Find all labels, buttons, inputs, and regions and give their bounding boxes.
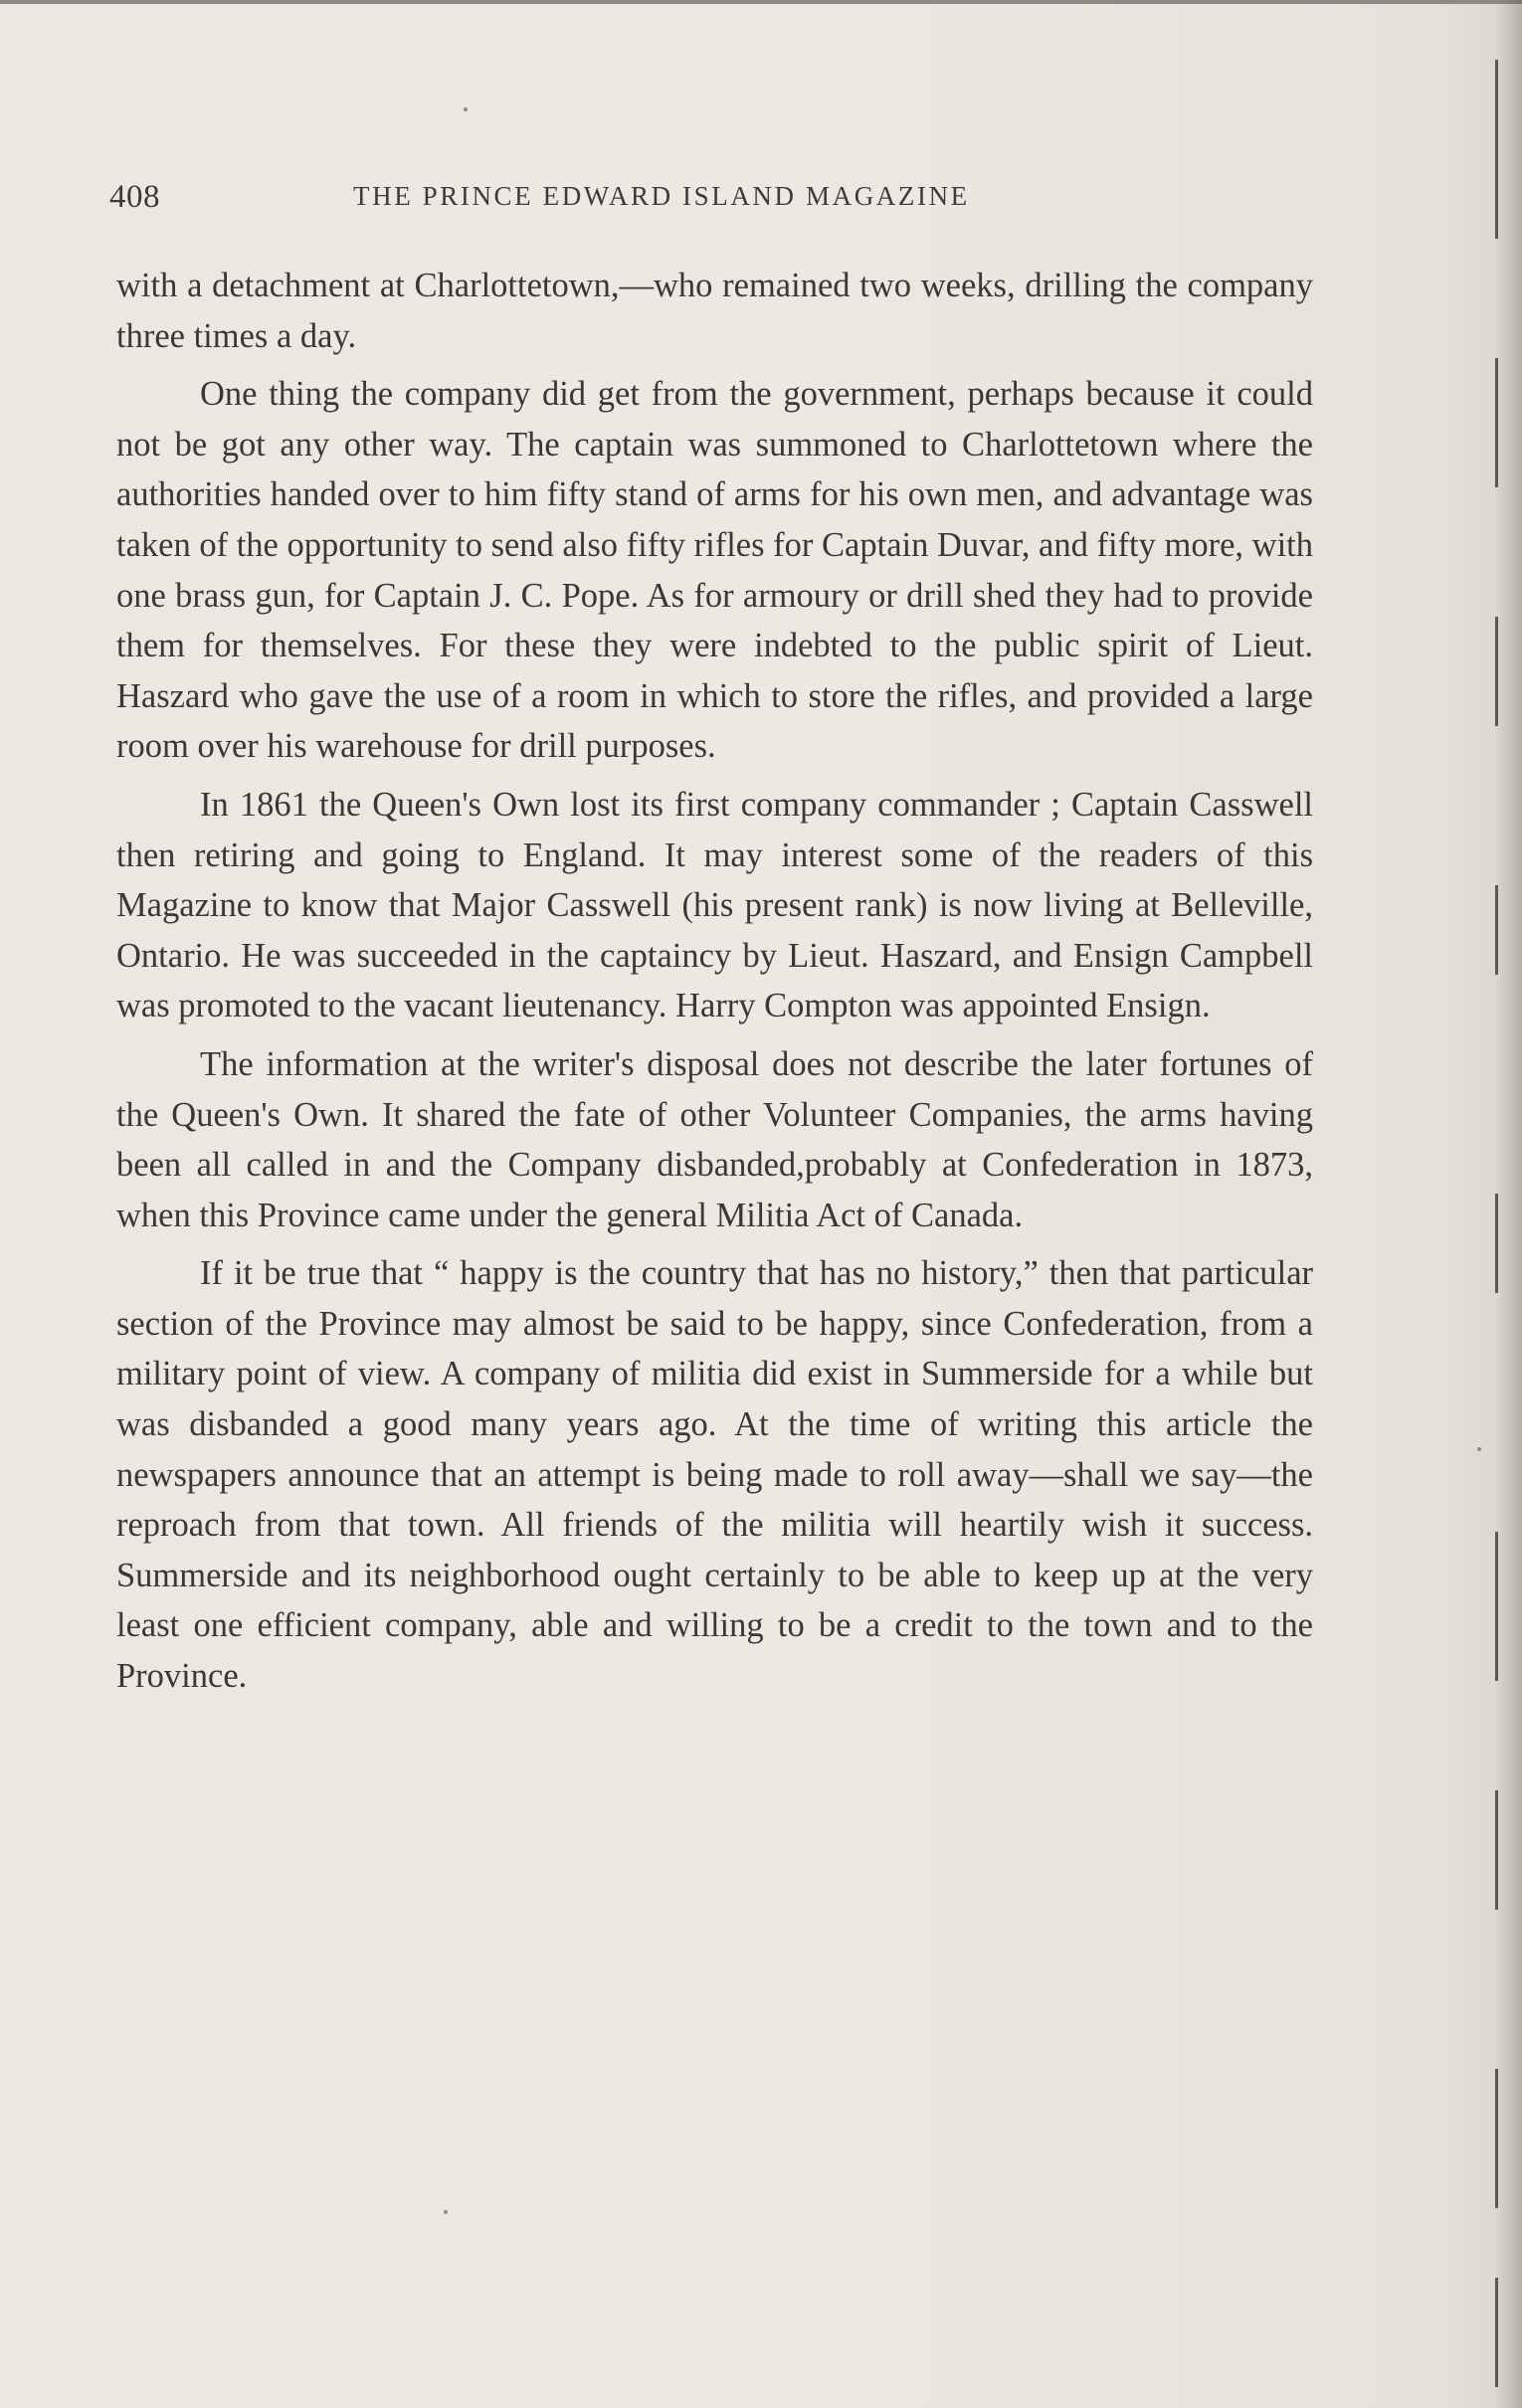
edge-mark: [1495, 617, 1498, 726]
edge-mark: [1495, 2278, 1498, 2387]
edge-mark: [1495, 1532, 1498, 1681]
paragraph-continuation: with a detachment at Charlottetown,—who remained two weeks, drilling the company three times a day.: [116, 267, 1313, 355]
paragraph-commander: In 1861 the Queen's Own lost its first company commander ; Captain Casswell then retiring and going to England. It may interest some of the readers of this Magazine to know that Major Casswell (his present rank) is now living at Belleville, Ontario. He was succeeded in the captaincy by Lieut. Haszard, and Ensign Campbell was promoted to the vacant lieutenancy. Harry Compton was appointed Ensign.: [116, 785, 1313, 1025]
page-number: 408: [109, 179, 160, 215]
edge-mark: [1495, 2069, 1498, 2208]
paper-speck: [464, 107, 468, 111]
edge-mark: [1495, 885, 1498, 975]
page-binding-edge: [1494, 0, 1522, 2408]
paragraph-summerside: If it be true that “ happy is the country that has no history,” then that particular section of the Province may almost be said to be happy, since Confederation, from a military point of view. A company of militia did exist in Summerside for a while but was disbanded a good many years ago. At the time of writing this article the newspapers announce that an attempt is being made to roll away—shall we say—the reproach from that town. All friends of the militia will heartily wish it success. Summerside and its neighborhood ought certainly to be able to keep up at the very least one efficient company, able and willing to be a credit to the town and to the Province.: [116, 1254, 1313, 1696]
edge-mark: [1495, 60, 1498, 239]
paper-speck: [1477, 1447, 1481, 1451]
edge-mark: [1495, 358, 1498, 487]
article-body: [116, 261, 1313, 1710]
paragraph-armoury: One thing the company did get from the government, perhaps because it could not be got any other way. The captain was summoned to Charlottetown where the authorities handed over to him fifty stand of arms for his own men, and advantage was taken of the opportunity to send also fifty rifles for Captain Duvar, and fifty more, with one brass gun, for Captain J. C. Pope. As for armoury or drill shed they had to provide them for themselves. For these they were indebted to the public spirit of Lieut. Haszard who gave the use of a room in which to store the rifles, and provided a large room over his warehouse for drill purposes.: [116, 375, 1313, 766]
page-top-edge: [0, 0, 1522, 4]
paragraph-fortunes: The information at the writer's disposal does not describe the later fortunes of the Queen's Own. It shared the fate of other Volunteer Companies, the arms having been all called in and the Company disbanded,probably at Confederation in 1873, when this Province came under the general Militia Act of Canada.: [116, 1044, 1313, 1234]
edge-mark: [1495, 1194, 1498, 1293]
edge-mark: [1495, 1790, 1498, 1910]
running-title: THE PRINCE EDWARD ISLAND MAGAZINE: [353, 181, 970, 211]
paper-speck: [444, 2210, 448, 2214]
running-header: [109, 179, 1313, 221]
